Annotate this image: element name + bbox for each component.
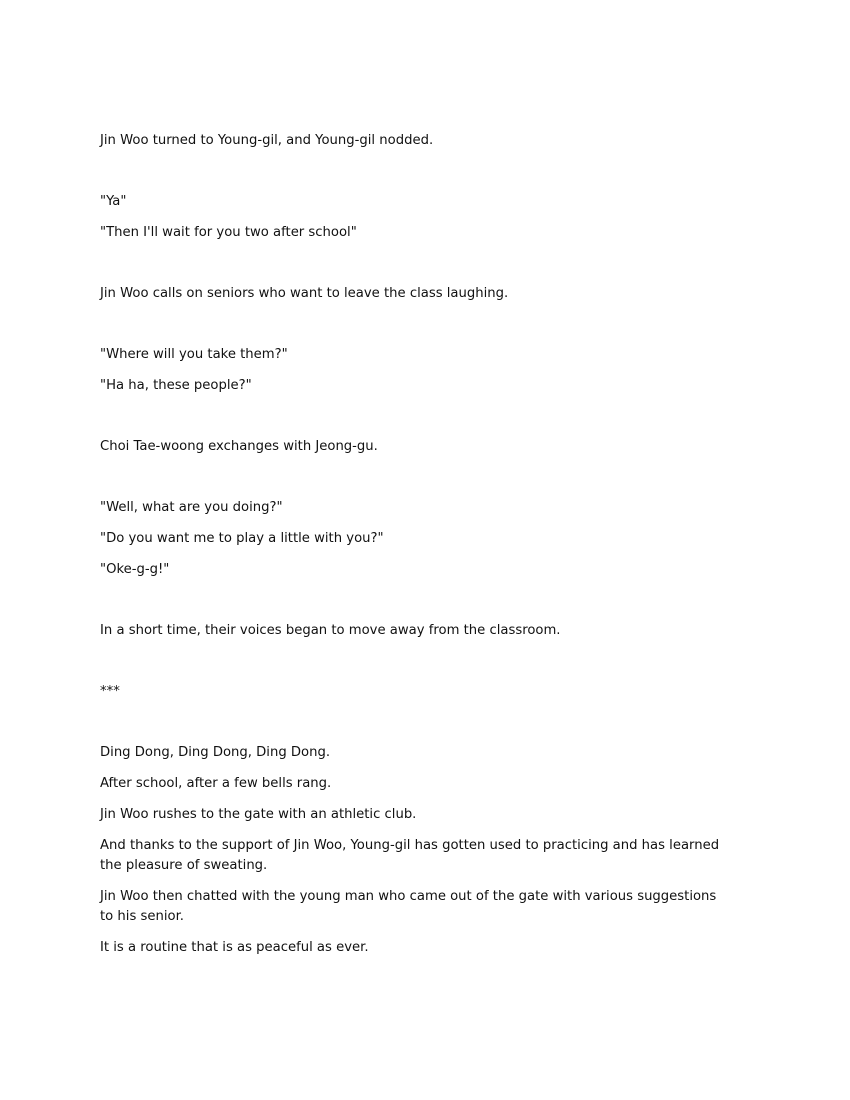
scene-break: *** <box>100 684 120 699</box>
paragraph: It is a routine that is as peaceful as ever. <box>100 940 369 955</box>
paragraph: "Where will you take them?" <box>100 347 288 362</box>
paragraph: Ding Dong, Ding Dong, Ding Dong. <box>100 745 331 760</box>
paragraph: Jin Woo calls on seniors who want to leave the class laughing. <box>100 286 509 301</box>
paragraph: "Oke-g-g!" <box>100 562 170 577</box>
paragraph: And thanks to the support of Jin Woo, Young-gil has gotten used to practicing and has learned the pleasure of sweating. <box>100 838 724 873</box>
document-body <box>100 131 740 969</box>
paragraph: After school, after a few bells rang. <box>100 776 332 791</box>
paragraph: Choi Tae-woong exchanges with Jeong-gu. <box>100 439 378 454</box>
paragraph: "Do you want me to play a little with you?" <box>100 531 384 546</box>
paragraph: Jin Woo then chatted with the young man who came out of the gate with various suggestions to his senior. <box>100 889 721 924</box>
paragraph: "Well, what are you doing?" <box>100 500 283 515</box>
paragraph: In a short time, their voices began to move away from the classroom. <box>100 623 561 638</box>
paragraph: Jin Woo turned to Young-gil, and Young-gil nodded. <box>100 133 434 148</box>
paragraph: Jin Woo rushes to the gate with an athletic club. <box>100 807 417 822</box>
paragraph: "Then I'll wait for you two after school" <box>100 225 357 240</box>
paragraph: "Ha ha, these people?" <box>100 378 252 393</box>
paragraph: "Ya" <box>100 194 127 209</box>
